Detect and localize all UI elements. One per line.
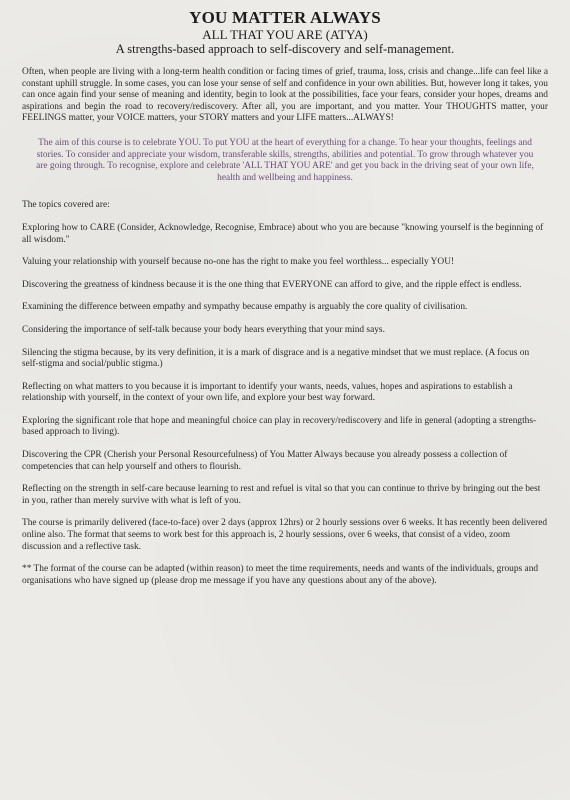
topic-item: Reflecting on what matters to you because it is important to identify your wants, needs, values, hopes and aspirations to establish a relationship with yourself, in the context of your own life, and explore your best way forward. bbox=[22, 381, 513, 404]
topics-heading: The topics covered are: bbox=[22, 200, 110, 211]
topic-item: Silencing the stigma because, by its very definition, it is a mark of disgrace and is a negative mindset that we must replace. (A focus on self-stigma and social/public stigma.) bbox=[22, 347, 530, 370]
topic-item: Discovering the CPR (Cherish your Personal Resourcefulness) of You Matter Always because you already possess a collection of competencies that can help yourself and others to flourish. bbox=[22, 450, 508, 472]
topic-item: Valuing your relationship with yourself because no-one has the right to make you feel worthless... especially YOU! bbox=[22, 257, 455, 268]
document-tagline: A strengths-based approach to self-discovery and self-management. bbox=[115, 42, 455, 56]
topic-item: Exploring how to CARE (Consider, Acknowledge, Recognise, Embrace) about who you are because "knowing yourself is the beginning of all wisdom." bbox=[22, 222, 544, 245]
topic-item: Exploring the significant role that hope and meaningful choice can play in recovery/rediscovery and life in general (adopting a strengths-based approach to living). bbox=[22, 415, 537, 438]
intro-paragraph: Often, when people are living with a long-term health condition or facing times of grief, trauma, loss, crisis and change...life can feel like a constant uphill struggle. In some cases, you can lose your sense of self and confidence in your own abilities. But, however long it takes, you can once again find your sense of meaning and identity, begin to look at the possibilities, face your fears, consider your hopes, dreams and aspirations and begin the road to recovery/rediscovery. After all, you are important, and you matter. Your THOUGHTS matter, your FEELINGS matter, your VOICE matters, your STORY matters and your LIFE matters...ALWAYS! bbox=[22, 67, 548, 124]
document-header bbox=[22, 8, 548, 57]
topic-item: Reflecting on the strength in self-care because learning to rest and refuel is vital so that you can continue to thrive by bringing out the best in you, rather than merely survive with what is left of you. bbox=[22, 484, 541, 506]
delivery-paragraph: The course is primarily delivered (face-to-face) over 2 days (approx 12hrs) or 2 hourly sessions over 6 weeks. It has recently been delivered online also. The format that seems to work best for this approach is, 2 hourly sessions, over 6 weeks, that consist of a video, zoom discussion and a reflective task. bbox=[22, 518, 548, 552]
topics-list bbox=[22, 223, 548, 508]
topic-item: Examining the difference between empathy and sympathy because empathy is arguably the core quality of civilisation. bbox=[22, 302, 468, 313]
aim-paragraph: The aim of this course is to celebrate YOU. To put YOU at the heart of everything for a change. To hear your thoughts, feelings and stories. To consider and appreciate your wisdom, transferable skills, strengths, abilities and potential. To grow through whatever you are going through. To recognise, explore and celebrate 'ALL THAT YOU ARE' and get you back in the driving seat of your own life, health and wellbeing and happiness. bbox=[36, 137, 534, 183]
document-title: YOU MATTER ALWAYS bbox=[189, 8, 381, 27]
format-note: ** The format of the course can be adapted (within reason) to meet the time requirements, needs and wants of the individuals, groups and organisations who have signed up (please drop me message if you have any questions about any of the above). bbox=[22, 564, 539, 586]
topic-item: Discovering the greatness of kindness because it is the one thing that EVERYONE can afford to give, and the ripple effect is endless. bbox=[22, 279, 522, 290]
topic-item: Considering the importance of self-talk because your body hears everything that your mind says. bbox=[22, 324, 385, 335]
document-subtitle: ALL THAT YOU ARE (ATYA) bbox=[202, 27, 368, 42]
